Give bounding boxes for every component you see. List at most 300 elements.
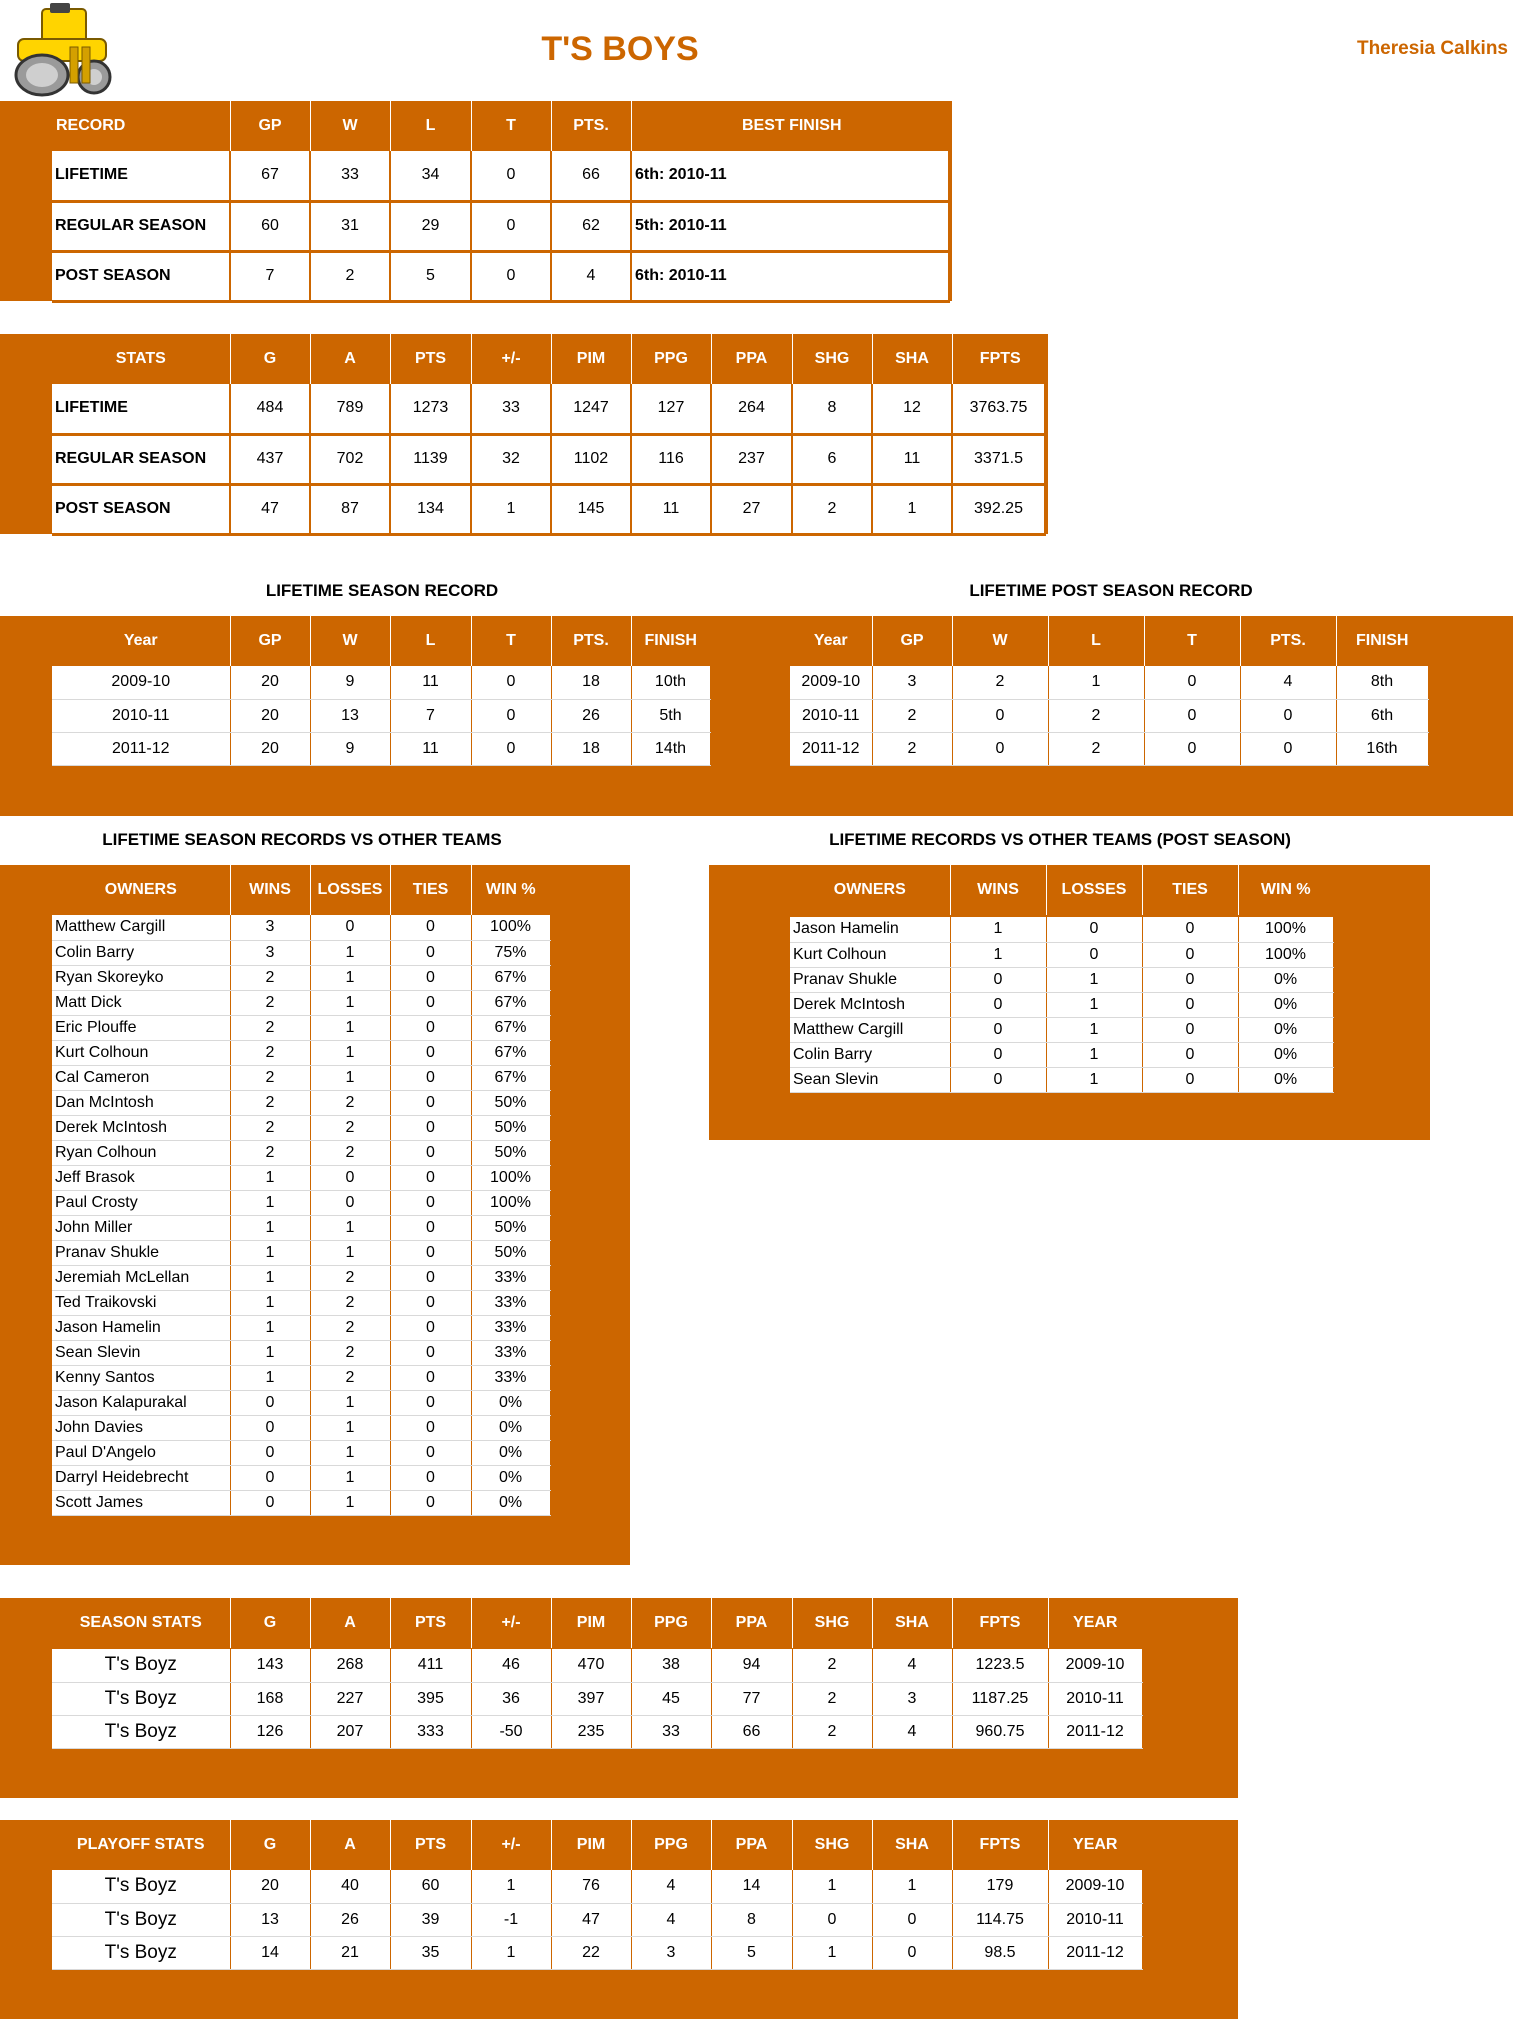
table-row: [790, 967, 1333, 992]
table-cell: 437: [230, 434, 310, 484]
owner-name-cell: Colin Barry: [52, 940, 230, 965]
table-cell: 14th: [631, 732, 710, 765]
table-cell: 0: [390, 1015, 471, 1040]
header-cell: SEASON STATS: [0, 1598, 230, 1648]
table-cell: 0: [390, 1340, 471, 1365]
table-cell: 2: [230, 1040, 310, 1065]
table-cell: 0: [390, 1465, 471, 1490]
table-cell: 1: [310, 940, 390, 965]
table-cell: 2010-11: [1048, 1682, 1142, 1715]
table-cell: 2: [230, 1065, 310, 1090]
header-cell: STATS: [0, 334, 230, 384]
table-row: [52, 1115, 550, 1140]
table-row: [52, 732, 710, 765]
table-cell: 50%: [471, 1140, 550, 1165]
table-row: [52, 915, 550, 940]
table-cell: 11: [390, 732, 471, 765]
table-cell: 0: [390, 1215, 471, 1240]
table-cell: 2: [872, 699, 952, 732]
table-cell: 60: [390, 1870, 471, 1903]
table-cell: 1: [310, 1240, 390, 1265]
table-cell: 12: [872, 384, 952, 434]
table-cell: 3763.75: [952, 384, 1045, 434]
table-cell: 127: [631, 384, 711, 434]
table-cell: 145: [551, 484, 631, 534]
table-row: [52, 1190, 550, 1215]
table-cell: 33%: [471, 1265, 550, 1290]
header-cell: WIN %: [485, 881, 536, 898]
owner-name-cell: Paul Crosty: [52, 1190, 230, 1215]
table-cell: 2010-11: [1048, 1903, 1142, 1936]
table-cell: 0: [310, 915, 390, 940]
table-cell: 0: [1142, 1042, 1238, 1067]
season-record-title: LIFETIME SEASON RECORD: [265, 581, 499, 600]
best-finish-cell: 6th: 2010-11: [631, 251, 949, 301]
owner-name-cell: Jason Hamelin: [790, 917, 950, 942]
header-cell: BEST FINISH: [741, 117, 842, 134]
table-cell: 33: [631, 1715, 711, 1748]
table-cell: 62: [551, 201, 631, 251]
table-row: [52, 1936, 1142, 1969]
table-cell: 38: [631, 1649, 711, 1682]
table-cell: 50%: [471, 1215, 550, 1240]
header-cell: SHA: [872, 1820, 952, 1870]
table-cell: 1: [310, 1040, 390, 1065]
header-cell: PTS: [390, 1820, 471, 1870]
table-cell: 20: [230, 699, 310, 732]
table-cell: 0: [390, 1240, 471, 1265]
table-cell: 392.25: [952, 484, 1045, 534]
table-cell: 7: [390, 699, 471, 732]
header-cell: GP: [230, 616, 310, 666]
table-cell: 1: [230, 1165, 310, 1190]
table-row: [52, 1465, 550, 1490]
owner-name-cell: Eric Plouffe: [52, 1015, 230, 1040]
table-cell: 1: [230, 1365, 310, 1390]
table-cell: 1: [1048, 666, 1144, 699]
header-cell: +/-: [471, 1820, 551, 1870]
table-cell: 268: [310, 1649, 390, 1682]
table-cell: 0: [390, 1165, 471, 1190]
table-cell: 0: [230, 1490, 310, 1515]
table-cell: 1: [230, 1340, 310, 1365]
table-cell: 67%: [471, 1015, 550, 1040]
table-cell: 100%: [1238, 917, 1333, 942]
table-row: [790, 699, 1428, 732]
table-row: [52, 1490, 550, 1515]
table-row: [790, 992, 1333, 1017]
table-cell: 5: [390, 251, 471, 301]
table-cell: 2: [230, 1115, 310, 1140]
table-cell: 2: [310, 1115, 390, 1140]
table-cell: 18: [551, 666, 631, 699]
team-title: T'S BOYS: [541, 30, 699, 68]
table-cell: 100%: [1238, 942, 1333, 967]
table-cell: 702: [310, 434, 390, 484]
table-cell: 6th: [1336, 699, 1428, 732]
table-cell: 235: [551, 1715, 631, 1748]
table-cell: 20: [230, 666, 310, 699]
table-cell: 60: [230, 201, 310, 251]
table-cell: 94: [711, 1649, 792, 1682]
table-cell: 0: [471, 251, 551, 301]
table-cell: 4: [872, 1715, 952, 1748]
table-row: [790, 1067, 1333, 1092]
table-cell: 9: [310, 666, 390, 699]
table-cell: 11: [390, 666, 471, 699]
header-cell: A: [310, 1820, 390, 1870]
table-row: [52, 1649, 1142, 1682]
table-cell: 1: [310, 1415, 390, 1440]
header-cell: PTS: [390, 1598, 471, 1648]
row-label: REGULAR SEASON: [52, 434, 230, 484]
header-cell: GP: [872, 616, 952, 666]
table-cell: 8th: [1336, 666, 1428, 699]
table-row: [52, 1240, 550, 1265]
table-cell: 66: [551, 151, 631, 201]
table-cell: 1: [310, 1065, 390, 1090]
table-cell: 0: [872, 1903, 952, 1936]
table-cell: 2010-11: [790, 699, 872, 732]
table-cell: 4: [1240, 666, 1336, 699]
owner-name-cell: Matthew Cargill: [790, 1017, 950, 1042]
table-cell: 2: [792, 484, 872, 534]
table-cell: 2: [1048, 732, 1144, 765]
table-cell: 1: [230, 1215, 310, 1240]
table-cell: 1: [872, 1870, 952, 1903]
table-cell: 0: [950, 1067, 1046, 1092]
table-cell: 0: [1144, 732, 1240, 765]
header-cell: A: [310, 1598, 390, 1648]
table-row: [52, 940, 550, 965]
header-cell: FPTS: [952, 1820, 1048, 1870]
table-cell: 0: [1144, 666, 1240, 699]
header-cell: T: [1144, 616, 1240, 666]
table-cell: 1: [310, 990, 390, 1015]
table-cell: 0: [1240, 732, 1336, 765]
table-cell: 39: [390, 1903, 471, 1936]
owner-name-cell: Scott James: [52, 1490, 230, 1515]
team-name-cell: T's Boyz: [52, 1903, 230, 1936]
table-cell: 1: [792, 1870, 872, 1903]
table-cell: 1: [310, 1440, 390, 1465]
owner-name-cell: Jeff Brasok: [52, 1165, 230, 1190]
header-cell: T: [471, 616, 551, 666]
table-cell: 4: [551, 251, 631, 301]
table-cell: 0: [390, 1090, 471, 1115]
table-cell: 77: [711, 1682, 792, 1715]
owner-name-cell: John Miller: [52, 1215, 230, 1240]
owner-name-cell: Kurt Colhoun: [790, 942, 950, 967]
owner-name-cell: Matthew Cargill: [52, 915, 230, 940]
owner-name-cell: Matt Dick: [52, 990, 230, 1015]
table-cell: 2: [310, 251, 390, 301]
table-cell: 0: [390, 1065, 471, 1090]
row-label: LIFETIME: [52, 384, 230, 434]
table-cell: 1: [230, 1265, 310, 1290]
table-row: [52, 1315, 550, 1340]
owner-name-cell: Ryan Colhoun: [52, 1140, 230, 1165]
header-cell: T: [471, 101, 551, 151]
table-cell: 14: [230, 1936, 310, 1969]
header-cell: L: [390, 101, 471, 151]
row-label: LIFETIME: [52, 151, 230, 201]
table-cell: 1223.5: [952, 1649, 1048, 1682]
header-cell: FINISH: [1356, 632, 1409, 649]
table-cell: 411: [390, 1649, 471, 1682]
stats-header: [0, 334, 1048, 384]
owner-name-cell: Pranav Shukle: [52, 1240, 230, 1265]
table-cell: 87: [310, 484, 390, 534]
table-cell: 2: [230, 1090, 310, 1115]
table-cell: 0%: [471, 1465, 550, 1490]
table-row: [52, 384, 1045, 434]
table-cell: 0: [1240, 699, 1336, 732]
table-cell: 134: [390, 484, 471, 534]
owner-name: Theresia Calkins: [1356, 38, 1508, 59]
table-cell: 0%: [471, 1440, 550, 1465]
table-cell: -50: [471, 1715, 551, 1748]
table-row: [52, 1340, 550, 1365]
table-row: [52, 251, 949, 301]
table-cell: 1: [1046, 1017, 1142, 1042]
table-cell: 0%: [471, 1490, 550, 1515]
table-cell: 4: [631, 1870, 711, 1903]
header-cell: PPA: [711, 1598, 792, 1648]
header-cell: FINISH: [644, 632, 697, 649]
table-cell: 100%: [471, 1165, 550, 1190]
table-cell: 3: [631, 1936, 711, 1969]
table-cell: 0: [390, 1140, 471, 1165]
table-cell: 1: [471, 484, 551, 534]
table-cell: 3: [230, 940, 310, 965]
best-finish-cell: 6th: 2010-11: [631, 151, 949, 201]
table-cell: 13: [230, 1903, 310, 1936]
table-row: [52, 699, 710, 732]
row-label: REGULAR SEASON: [52, 201, 230, 251]
table-row: [52, 484, 1045, 534]
table-cell: 0: [471, 732, 551, 765]
table-cell: 47: [230, 484, 310, 534]
header-cell: W: [310, 616, 390, 666]
header-cell: WINS: [950, 865, 1046, 915]
table-row: [52, 151, 949, 201]
owner-name-cell: Jason Kalapurakal: [52, 1390, 230, 1415]
vs-teams-post-title: LIFETIME RECORDS VS OTHER TEAMS (POST SEASON): [829, 830, 1291, 849]
table-cell: 2: [792, 1649, 872, 1682]
table-cell: 179: [952, 1870, 1048, 1903]
table-cell: 20: [230, 1870, 310, 1903]
table-cell: 0: [1144, 699, 1240, 732]
table-cell: 1273: [390, 384, 471, 434]
table-cell: 4: [631, 1903, 711, 1936]
table-cell: 0: [390, 990, 471, 1015]
table-cell: 470: [551, 1649, 631, 1682]
table-cell: 7: [230, 251, 310, 301]
header-cell: TIES: [390, 865, 471, 915]
table-cell: 0%: [471, 1390, 550, 1415]
table-cell: 67%: [471, 1065, 550, 1090]
table-cell: 168: [230, 1682, 310, 1715]
table-cell: 33%: [471, 1365, 550, 1390]
table-cell: 1: [1046, 992, 1142, 1017]
table-row: [790, 666, 1428, 699]
header-cell: OWNERS: [52, 865, 230, 915]
table-cell: 0: [390, 1365, 471, 1390]
table-cell: 26: [551, 699, 631, 732]
table-cell: 2: [310, 1315, 390, 1340]
header-cell: G: [230, 1820, 310, 1870]
table-cell: 2: [230, 1015, 310, 1040]
table-cell: 33%: [471, 1340, 550, 1365]
table-cell: 3371.5: [952, 434, 1045, 484]
table-cell: 36: [471, 1682, 551, 1715]
table-row: [52, 990, 550, 1015]
table-row: [52, 1715, 1142, 1748]
table-row: [52, 1415, 550, 1440]
playoff-stats-header: [0, 1820, 1142, 1870]
table-cell: 0%: [1238, 1042, 1333, 1067]
table-cell: 1: [310, 1490, 390, 1515]
table-cell: 0: [1142, 967, 1238, 992]
table-cell: 264: [711, 384, 792, 434]
vs-teams-table: [52, 915, 551, 1516]
header-cell: PIM: [551, 1598, 631, 1648]
owner-name-cell: Sean Slevin: [52, 1340, 230, 1365]
owner-name-cell: Jeremiah McLellan: [52, 1265, 230, 1290]
record-table: [52, 151, 950, 303]
table-cell: 484: [230, 384, 310, 434]
table-cell: 1: [230, 1290, 310, 1315]
table-cell: 1: [310, 1390, 390, 1415]
header-cell: LOSSES: [1046, 865, 1142, 915]
header-cell: G: [230, 1598, 310, 1648]
table-cell: 67%: [471, 965, 550, 990]
table-cell: 0: [950, 1042, 1046, 1067]
table-cell: 0: [390, 1265, 471, 1290]
table-row: [790, 1017, 1333, 1042]
header-cell: SHG: [792, 1820, 872, 1870]
header-cell: WINS: [230, 865, 310, 915]
team-name-cell: T's Boyz: [52, 1649, 230, 1682]
table-cell: 67: [230, 151, 310, 201]
table-row: [52, 201, 949, 251]
table-cell: 1: [872, 484, 952, 534]
table-cell: 0: [1046, 942, 1142, 967]
header-cell: PPG: [631, 1598, 711, 1648]
post-record-table: [790, 666, 1429, 766]
table-row: [52, 1265, 550, 1290]
table-cell: 35: [390, 1936, 471, 1969]
vs-teams-header: [52, 865, 550, 915]
table-cell: 22: [551, 1936, 631, 1969]
table-cell: 18: [551, 732, 631, 765]
header-cell: A: [310, 334, 390, 384]
table-cell: 0: [230, 1390, 310, 1415]
table-cell: 33%: [471, 1315, 550, 1340]
table-row: [52, 1090, 550, 1115]
table-cell: 1: [230, 1190, 310, 1215]
table-cell: 0%: [1238, 1017, 1333, 1042]
header-cell: +/-: [471, 334, 551, 384]
best-finish-cell: 5th: 2010-11: [631, 201, 949, 251]
table-cell: 50%: [471, 1115, 550, 1140]
table-cell: 11: [631, 484, 711, 534]
table-cell: 1187.25: [952, 1682, 1048, 1715]
table-cell: 33: [310, 151, 390, 201]
table-cell: 1: [792, 1936, 872, 1969]
table-cell: 5: [711, 1936, 792, 1969]
table-cell: 0: [390, 1440, 471, 1465]
table-cell: 2011-12: [790, 732, 872, 765]
table-cell: 1: [310, 1465, 390, 1490]
table-cell: 1: [230, 1240, 310, 1265]
table-row: [52, 1015, 550, 1040]
table-cell: 8: [792, 384, 872, 434]
table-row: [52, 1215, 550, 1240]
table-cell: 21: [310, 1936, 390, 1969]
owner-name-cell: Sean Slevin: [790, 1067, 950, 1092]
table-row: [790, 942, 1333, 967]
header-cell: RECORD: [0, 101, 230, 151]
table-cell: 76: [551, 1870, 631, 1903]
table-cell: 2: [230, 965, 310, 990]
header-cell: Year: [790, 616, 872, 666]
table-cell: 0%: [1238, 967, 1333, 992]
owner-name-cell: Dan McIntosh: [52, 1090, 230, 1115]
header-cell: L: [1048, 616, 1144, 666]
table-cell: 0: [390, 1190, 471, 1215]
table-cell: 0: [390, 1115, 471, 1140]
table-cell: 0: [230, 1465, 310, 1490]
owner-name-cell: Derek McIntosh: [52, 1115, 230, 1140]
table-cell: 1: [1046, 1042, 1142, 1067]
table-cell: 0: [1046, 917, 1142, 942]
table-cell: 2009-10: [1048, 1649, 1142, 1682]
table-cell: 0: [390, 1315, 471, 1340]
owner-name-cell: Derek McIntosh: [790, 992, 950, 1017]
header-cell: PPA: [711, 1820, 792, 1870]
table-cell: 0: [471, 666, 551, 699]
table-cell: 2: [952, 666, 1048, 699]
table-cell: 33%: [471, 1290, 550, 1315]
table-cell: 2011-12: [52, 732, 230, 765]
vs-teams-title: LIFETIME SEASON RECORDS VS OTHER TEAMS: [102, 830, 502, 849]
team-name-cell: T's Boyz: [52, 1682, 230, 1715]
table-cell: 46: [471, 1649, 551, 1682]
header-cell: PPA: [711, 334, 792, 384]
header-cell: SHA: [872, 1598, 952, 1648]
header-cell: YEAR: [1073, 1836, 1118, 1853]
header-cell: OWNERS: [790, 865, 950, 915]
table-cell: 14: [711, 1870, 792, 1903]
table-cell: 397: [551, 1682, 631, 1715]
table-cell: 50%: [471, 1240, 550, 1265]
table-cell: 2: [310, 1140, 390, 1165]
header-cell: PPG: [631, 1820, 711, 1870]
header-cell: W: [310, 101, 390, 151]
table-cell: 0: [792, 1903, 872, 1936]
table-cell: 116: [631, 434, 711, 484]
table-cell: 10th: [631, 666, 710, 699]
table-cell: 0: [390, 965, 471, 990]
table-cell: 0: [1142, 917, 1238, 942]
header-cell: L: [390, 616, 471, 666]
owner-name-cell: Cal Cameron: [52, 1065, 230, 1090]
header-cell: SHG: [792, 334, 872, 384]
vs-teams-post-table: [790, 917, 1334, 1093]
table-row: [52, 1290, 550, 1315]
